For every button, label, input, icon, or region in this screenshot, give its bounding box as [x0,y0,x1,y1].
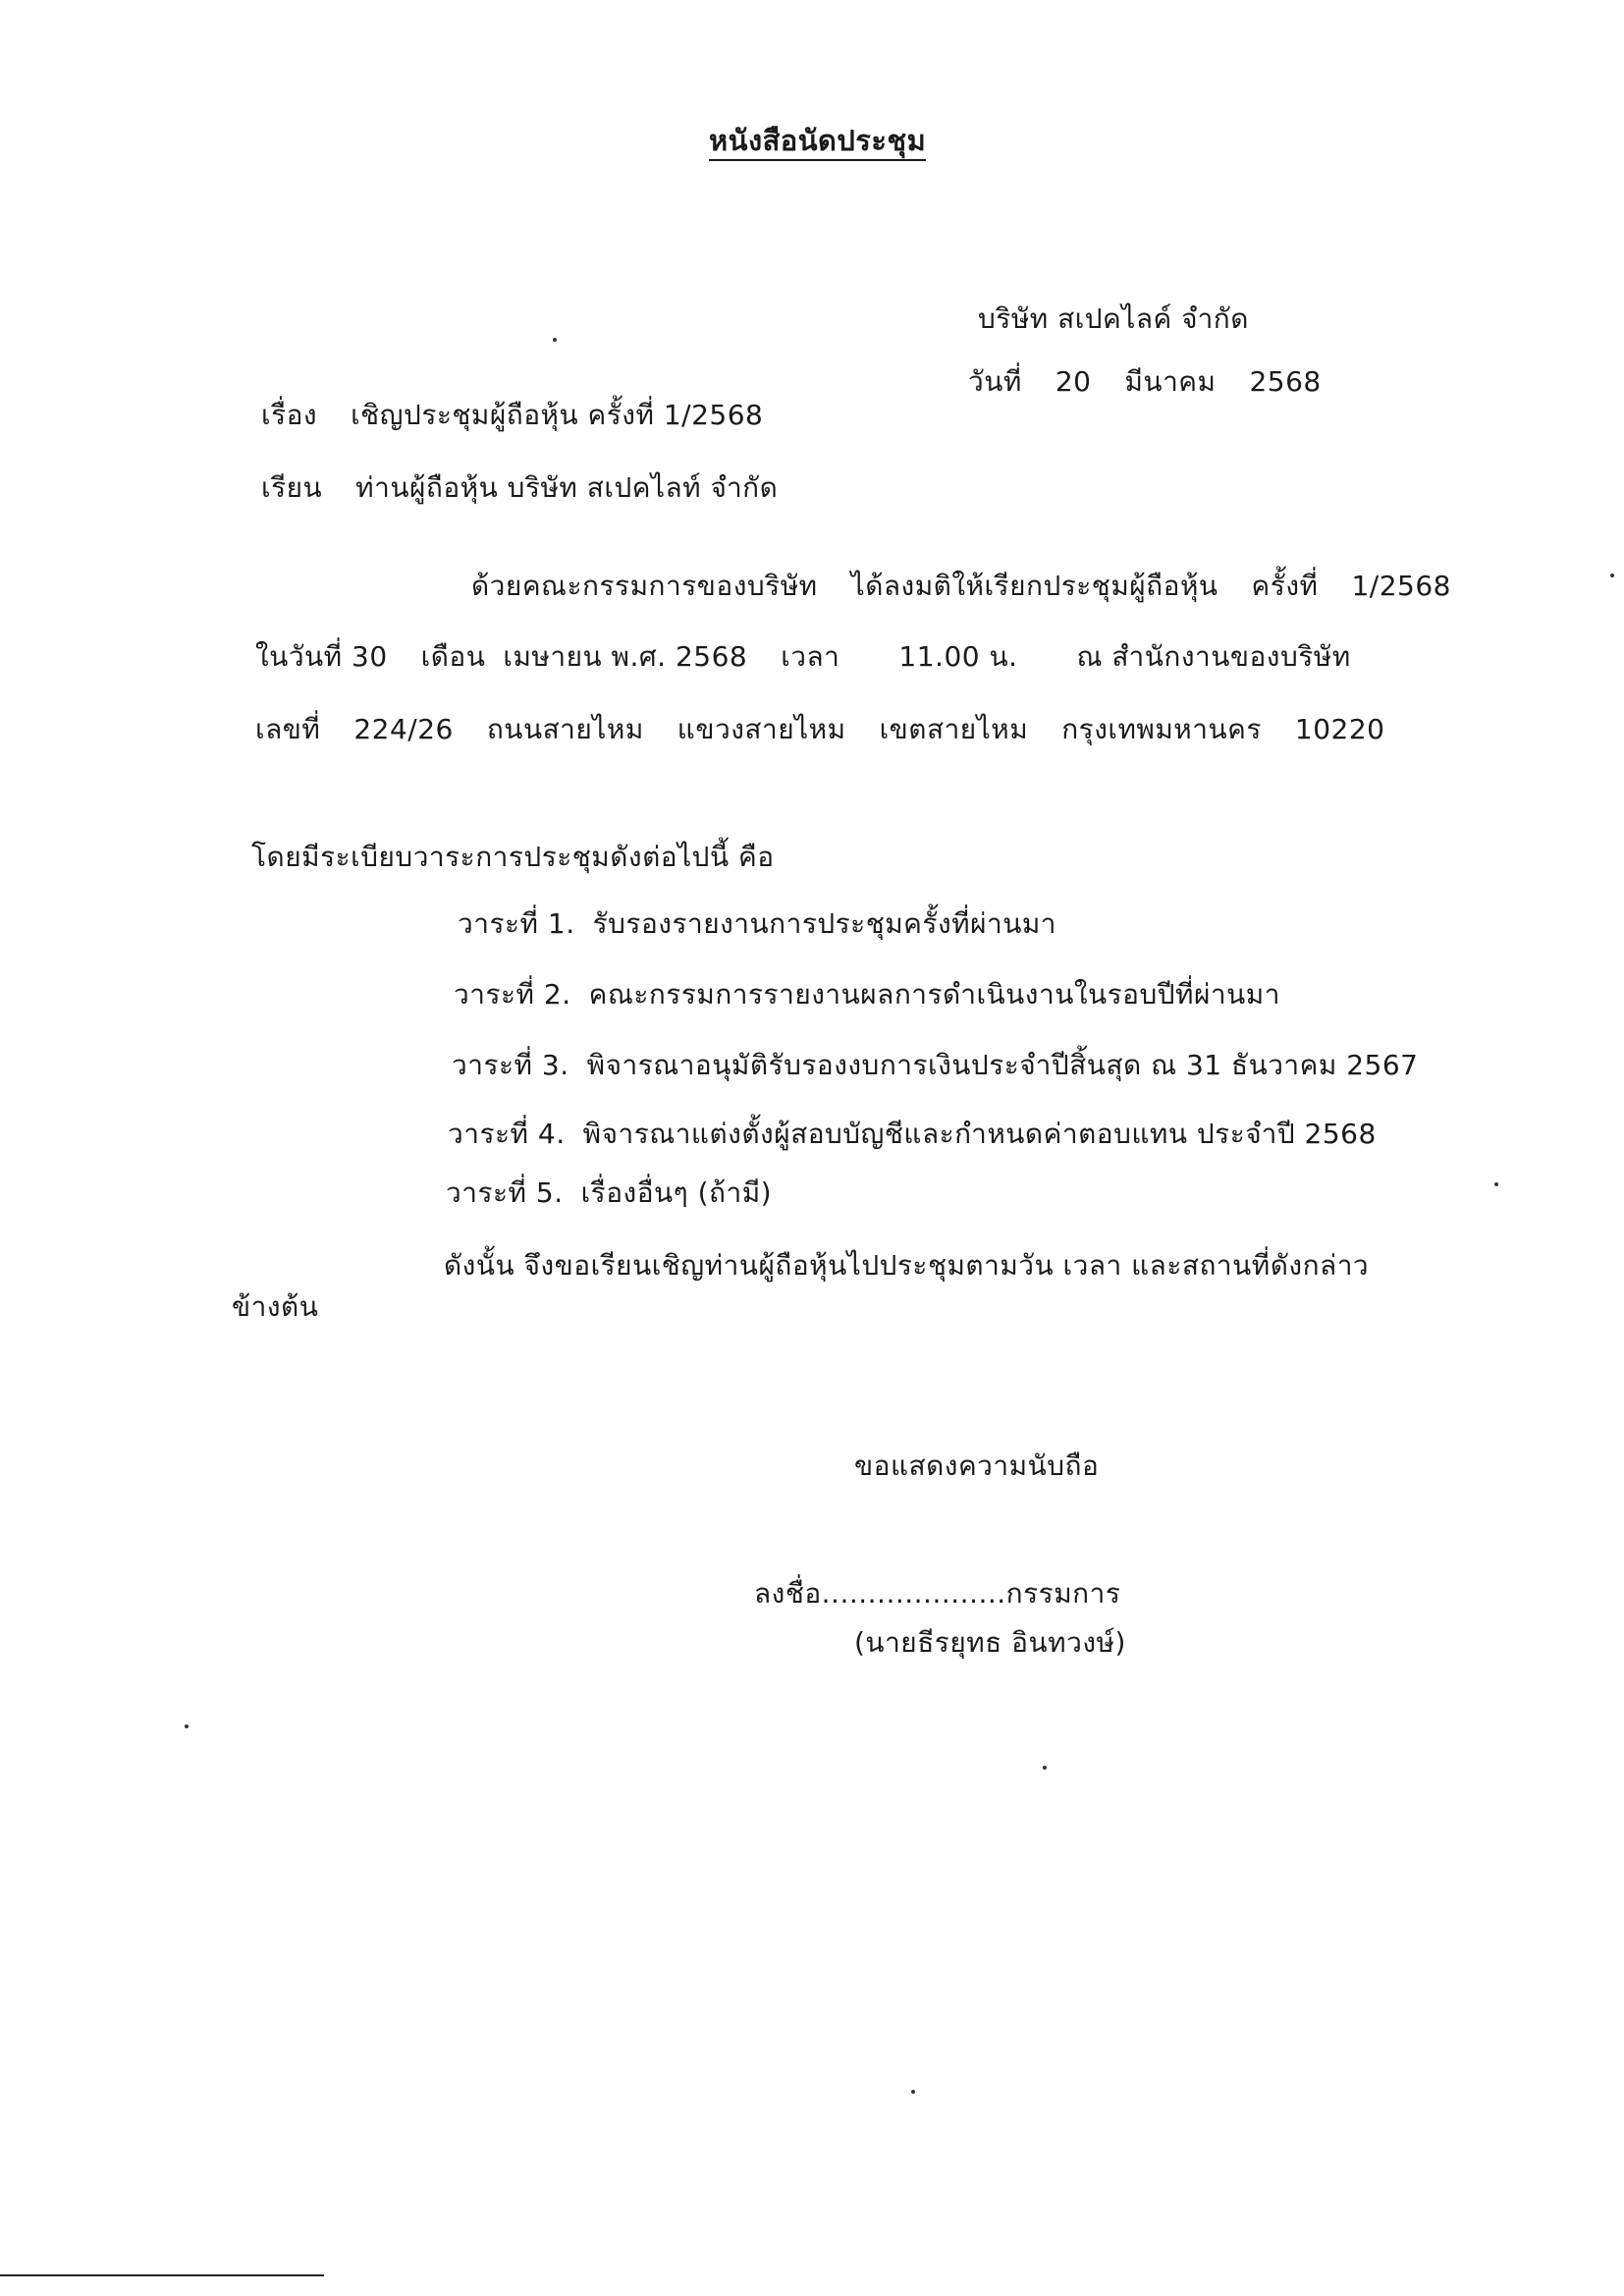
body-text: ครั้งที่ [1251,570,1319,602]
agenda-text: รับรองรายงานการประชุมครั้งที่ผ่านมา [592,907,1057,940]
signature-line [754,1577,1120,1611]
agenda-text: พิจารณาแต่งตั้งผู้สอบบัญชีและกำหนดค่าตอบแทน ประจำปี 2568 [582,1118,1377,1150]
subject-label: เรื่อง [261,399,318,431]
agenda-text: เรื่องอื่นๆ (ถ้ามี) [580,1176,773,1209]
signature-position: กรรมการ [1005,1577,1121,1610]
scan-edge-line [0,2274,324,2276]
body-text: กรุงเทพมหานคร [1061,713,1262,745]
body-text: ในวันที่ 30 [255,640,388,673]
body-text: 224/26 [353,713,454,745]
scan-speck [185,1724,189,1728]
subject-text: เชิญประชุมผู้ถือหุ้น ครั้งที่ 1/2568 [351,399,764,431]
agenda-item-1 [458,907,1056,941]
agenda-label: วาระที่ 4. [448,1118,566,1150]
agenda-text: คณะกรรมการรายงานผลการดำเนินงานในรอบปีที่ผ่านมา [588,978,1280,1011]
body-text: เวลา [781,640,840,673]
agenda-text: พิจารณาอนุมัติรับรองงบการเงินประจำปีสิ้นสุด ณ 31 ธันวาคม 2567 [586,1049,1419,1081]
body-text: 11.00 น. [898,640,1018,673]
scan-speck [1610,574,1614,577]
closing-line-2: ข้างต้น [232,1290,319,1323]
body-text: 10220 [1294,713,1385,745]
body-line-1 [471,570,1451,603]
agenda-label: วาระที่ 1. [458,907,575,940]
signature-prefix: ลงชื่อ [754,1577,822,1610]
recipient-text: ท่านผู้ถือหุ้น บริษัท สเปคไลท์ จำกัด [355,471,779,504]
subject-line [261,399,763,432]
body-line-3 [255,713,1384,746]
date-label: วันที่ [968,365,1022,398]
body-text: ด้วยคณะกรรมการของบริษัท [471,570,818,602]
body-text: เดือน [420,640,486,673]
body-text: ได้ลงมติให้เรียกประชุมผู้ถือหุ้น [850,570,1218,602]
agenda-label: วาระที่ 5. [446,1176,564,1209]
regards-text: ขอแสดงความนับถือ [854,1449,1100,1482]
recipient-label: เรียน [261,471,323,504]
agenda-intro: โดยมีระเบียบวาระการประชุมดังต่อไปนี้ คือ [251,841,775,873]
document-title: หนังสือนัดประชุม [709,124,926,161]
sender-company: บริษัท สเปคไลค์ จำกัด [978,302,1249,335]
scan-speck [553,338,557,342]
body-text: 1/2568 [1351,570,1451,602]
body-text: แขวงสายไหม [677,713,846,745]
document-date [968,365,1322,399]
body-text: ณ สำนักงานของบริษัท [1076,640,1351,673]
agenda-item-2 [454,978,1280,1011]
closing-line-1: ดังนั้น จึงขอเรียนเชิญท่านผู้ถือหุ้นไปประชุมตามวัน เวลา และสถานที่ดังกล่าว [444,1249,1370,1282]
scan-speck [911,2090,915,2094]
agenda-label: วาระที่ 3. [452,1049,569,1081]
scan-speck [1494,1182,1498,1186]
body-text: ถนนสายไหม [486,713,644,745]
body-line-2 [255,640,1351,674]
body-text: เขตสายไหม [879,713,1029,745]
agenda-item-4 [448,1118,1377,1151]
signature-dots: .................... [821,1577,1006,1610]
agenda-item-5 [446,1176,772,1210]
recipient-line [261,471,778,505]
date-day: 20 [1055,365,1092,398]
signatory-name: (นายธีรยุทธ อินทวงษ์) [854,1626,1126,1659]
date-month: มีนาคม [1124,365,1217,398]
agenda-label: วาระที่ 2. [454,978,571,1011]
scan-speck [1043,1766,1047,1770]
body-text: เลขที่ [255,713,321,745]
date-year: 2568 [1249,365,1322,398]
body-text: เมษายน พ.ศ. 2568 [503,640,748,673]
agenda-item-3 [452,1049,1419,1082]
